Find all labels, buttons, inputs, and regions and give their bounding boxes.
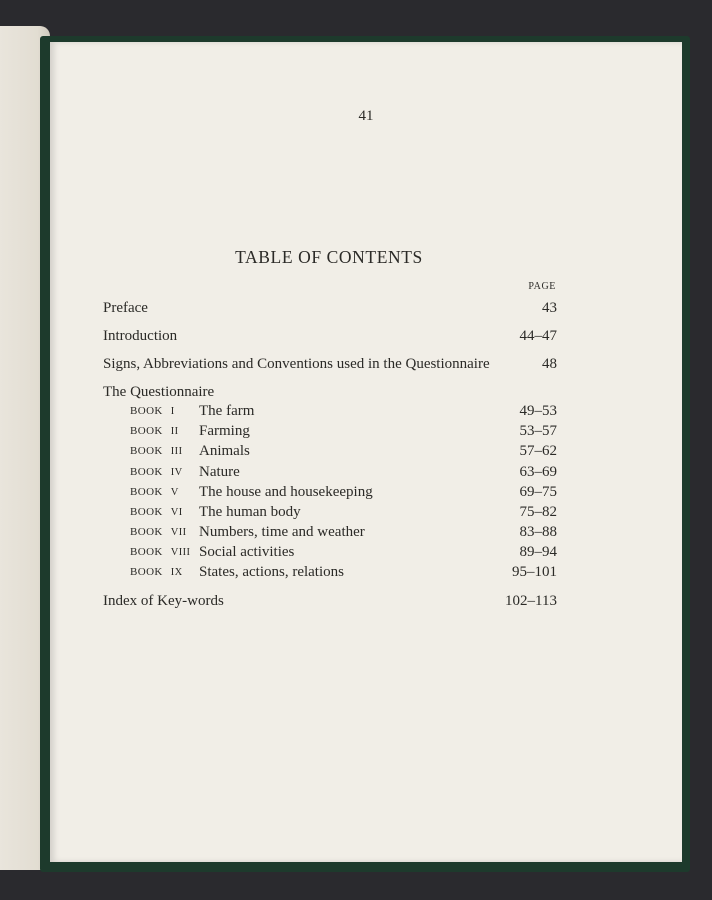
book-label: BOOK IV: [130, 466, 183, 478]
book-title: The farm: [199, 403, 255, 419]
toc-entry-index[interactable]: [103, 590, 557, 612]
toc-book-7[interactable]: [130, 522, 557, 542]
toc-book-2[interactable]: [130, 421, 557, 441]
book-label: BOOK III: [130, 445, 183, 457]
entry-pages: 44–47: [519, 328, 557, 344]
entry-title: Preface: [103, 300, 148, 316]
toc-entry-signs[interactable]: [103, 353, 557, 375]
book-title: The human body: [199, 504, 301, 520]
entry-title: Signs, Abbreviations and Conventions used in the Questionnaire: [103, 356, 490, 372]
toc-title: TABLE OF CONTENTS: [235, 247, 423, 267]
toc-book-5[interactable]: [130, 482, 557, 502]
book-pages: 89–94: [519, 544, 557, 560]
book-pages: 49–53: [519, 403, 557, 419]
book-pages: 69–75: [519, 484, 557, 500]
page-column-label: PAGE: [528, 281, 556, 292]
book-pages: 53–57: [519, 423, 557, 439]
book-label: BOOK II: [130, 425, 179, 437]
book-title: The house and housekeeping: [199, 484, 373, 500]
book-page: [50, 42, 682, 862]
entry-pages: 48: [542, 356, 557, 372]
book-numeral: VII: [170, 527, 187, 538]
book-title: Animals: [199, 443, 250, 459]
toc-book-9[interactable]: [130, 562, 557, 582]
toc-entry-introduction[interactable]: [103, 325, 557, 347]
book-numeral: VI: [170, 507, 183, 518]
book-label: BOOK VI: [130, 506, 183, 518]
book-numeral: IV: [170, 467, 183, 478]
book-numeral: IX: [170, 567, 183, 578]
book-label: BOOK I: [130, 405, 175, 417]
book-pages: 75–82: [519, 504, 557, 520]
entry-title: The Questionnaire: [103, 384, 215, 400]
toc-book-1[interactable]: [130, 401, 557, 421]
book-numeral: V: [170, 487, 179, 498]
book-pages: 63–69: [519, 464, 557, 480]
book-title: Nature: [199, 464, 240, 480]
entry-title: Index of Key-words: [103, 593, 224, 609]
toc-entry-preface[interactable]: [103, 297, 557, 319]
toc-book-3[interactable]: [130, 441, 557, 461]
book-pages: 95–101: [512, 564, 557, 580]
entry-title: Introduction: [103, 328, 178, 344]
toc-book-8[interactable]: [130, 542, 557, 562]
book-numeral: VIII: [170, 547, 191, 558]
book-numeral: II: [170, 426, 179, 437]
toc-entry-questionnaire[interactable]: [103, 381, 557, 403]
book-title: Numbers, time and weather: [199, 524, 365, 540]
book-title: States, actions, relations: [199, 564, 344, 580]
page-number: 41: [358, 108, 374, 124]
book-title: Social activities: [199, 544, 295, 560]
book-pages: 83–88: [519, 524, 557, 540]
toc-book-6[interactable]: [130, 502, 557, 522]
entry-pages: 102–113: [505, 593, 557, 609]
entry-pages: 43: [542, 300, 557, 316]
book-label: BOOK IX: [130, 566, 183, 578]
book-label: BOOK VII: [130, 526, 187, 538]
book-numeral: I: [170, 406, 175, 417]
book-pages: 57–62: [519, 443, 557, 459]
book-label: BOOK V: [130, 486, 179, 498]
book-numeral: III: [170, 446, 183, 457]
book-label: BOOK VIII: [130, 546, 191, 558]
book-title: Farming: [199, 423, 250, 439]
toc-book-4[interactable]: [130, 462, 557, 482]
